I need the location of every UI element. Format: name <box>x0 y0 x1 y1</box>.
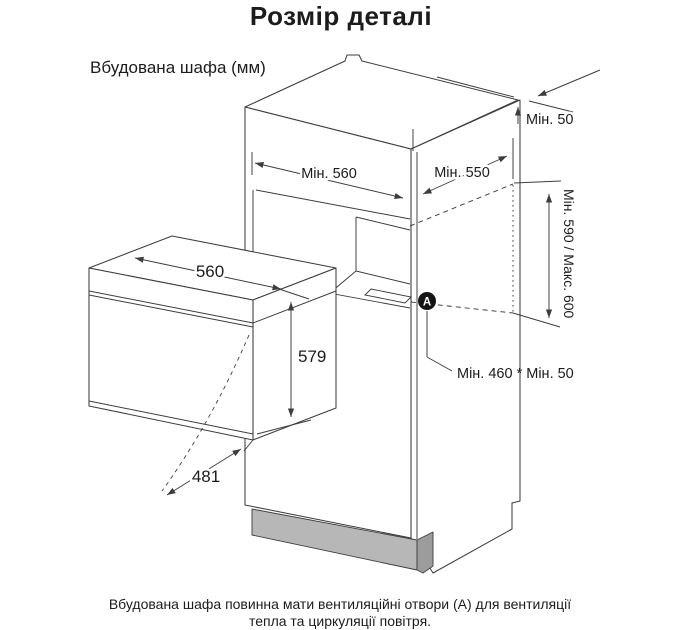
vent-marker-letter: A <box>422 296 432 309</box>
niche-width-label: Мін. 560 <box>301 166 357 182</box>
vent-opening-label: Мін. 460 * Мін. 50 <box>457 366 574 382</box>
dim-door-clearance <box>167 449 241 495</box>
niche-height-label: Мін. 590 / Макс. 600 <box>561 189 577 319</box>
oven-width-label: 560 <box>195 262 225 281</box>
top-gap-label: Мін. 50 <box>526 112 574 128</box>
dim-niche-height <box>513 181 577 327</box>
niche-depth-label: Мін. 550 <box>434 165 490 181</box>
page-title: Розмір деталі <box>249 1 433 31</box>
diagram-subtitle: Вбудована шафа (мм) <box>90 58 266 77</box>
door-clearance-label: 481 <box>191 467 221 486</box>
caption <box>109 596 571 629</box>
caption-line-2: тепла та циркуляції повітря. <box>248 613 432 629</box>
caption-line-1: Вбудована шафа повинна мати вентиляційні отвори (А) для вентиляції <box>108 596 572 612</box>
oven-height-label: 579 <box>298 347 327 366</box>
